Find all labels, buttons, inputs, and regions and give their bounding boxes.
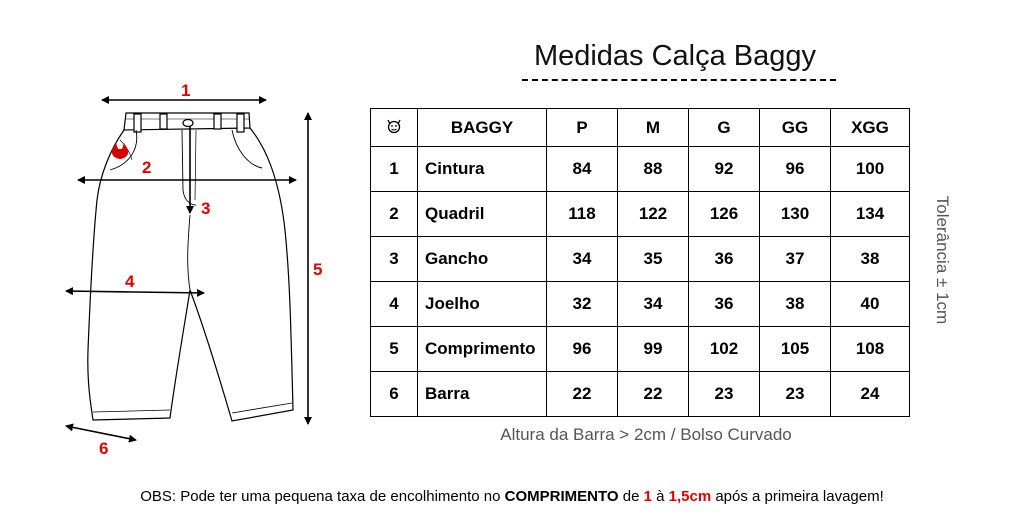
measure-label-3: 3 — [201, 199, 211, 218]
tolerance-note: Tolerância ± 1cm — [933, 195, 952, 325]
cell-value: 108 — [831, 327, 910, 372]
cell-value: 23 — [689, 372, 760, 417]
cell-value: 37 — [760, 237, 831, 282]
cell-value: 96 — [760, 147, 831, 192]
measure-label-1: 1 — [181, 81, 191, 100]
pants-diagram — [0, 0, 340, 470]
row-name: Barra — [418, 372, 547, 417]
row-index: 3 — [371, 237, 418, 282]
cell-value: 118 — [547, 192, 618, 237]
hem-note: Altura da Barra > 2cm / Bolso Curvado — [500, 425, 792, 444]
obs-red: 1 — [643, 488, 652, 505]
row-name: Gancho — [418, 237, 547, 282]
table-row — [371, 282, 910, 327]
row-name: Cintura — [418, 147, 547, 192]
row-name: Quadril — [418, 192, 547, 237]
cell-value: 22 — [618, 372, 689, 417]
cell-value: 122 — [618, 192, 689, 237]
size-table — [370, 108, 910, 417]
cell-value: 105 — [760, 327, 831, 372]
cell-value: 88 — [618, 147, 689, 192]
page-title: Medidas Calça Baggy — [533, 40, 817, 72]
measure-label-5: 5 — [313, 260, 323, 279]
row-name: Comprimento — [418, 327, 547, 372]
cell-value: 102 — [689, 327, 760, 372]
cell-value: 24 — [831, 372, 910, 417]
measure-arrow-6 — [66, 426, 136, 440]
obs-bold: COMPRIMENTO — [504, 488, 619, 505]
header-m: M — [618, 109, 689, 147]
measure-label-4: 4 — [125, 272, 135, 291]
cell-value: 84 — [547, 147, 618, 192]
cell-value: 38 — [760, 282, 831, 327]
obs-text: à — [651, 488, 669, 505]
cell-value: 38 — [831, 237, 910, 282]
table-row — [371, 372, 910, 417]
header-g: G — [689, 109, 760, 147]
header-baggy: BAGGY — [418, 109, 547, 147]
header-gg: GG — [760, 109, 831, 147]
table-row — [371, 147, 910, 192]
row-index: 6 — [371, 372, 418, 417]
table-row — [371, 327, 910, 372]
cell-value: 34 — [547, 237, 618, 282]
table-row — [371, 192, 910, 237]
cell-value: 96 — [547, 327, 618, 372]
cell-value: 36 — [689, 237, 760, 282]
table-row — [371, 237, 910, 282]
row-index: 5 — [371, 327, 418, 372]
cell-value: 32 — [547, 282, 618, 327]
row-index: 1 — [371, 147, 418, 192]
cell-value: 92 — [689, 147, 760, 192]
row-index: 4 — [371, 282, 418, 327]
obs-note — [0, 488, 1024, 505]
obs-text: OBS: Pode ter uma pequena taxa de encolhimento no — [140, 488, 505, 505]
row-index: 2 — [371, 192, 418, 237]
table-header-row — [371, 109, 910, 147]
cell-value: 36 — [689, 282, 760, 327]
measure-label-2: 2 — [142, 158, 152, 177]
measure-label-6: 6 — [99, 439, 109, 458]
title-dashed-underline — [522, 79, 836, 81]
cell-value: 23 — [760, 372, 831, 417]
cell-value: 134 — [831, 192, 910, 237]
cell-value: 22 — [547, 372, 618, 417]
header-xgg: XGG — [831, 109, 910, 147]
cell-value: 35 — [618, 237, 689, 282]
cell-value: 99 — [618, 327, 689, 372]
obs-text: após a primeira lavagem! — [711, 488, 884, 505]
obs-text: de — [618, 488, 644, 505]
cell-value: 126 — [689, 192, 760, 237]
devil-face-icon — [371, 109, 418, 147]
cell-value: 130 — [760, 192, 831, 237]
row-name: Joelho — [418, 282, 547, 327]
header-p: P — [547, 109, 618, 147]
obs-red: 1,5cm — [668, 488, 712, 505]
cell-value: 100 — [831, 147, 910, 192]
measure-arrow-4 — [66, 291, 204, 293]
cell-value: 40 — [831, 282, 910, 327]
cell-value: 34 — [618, 282, 689, 327]
